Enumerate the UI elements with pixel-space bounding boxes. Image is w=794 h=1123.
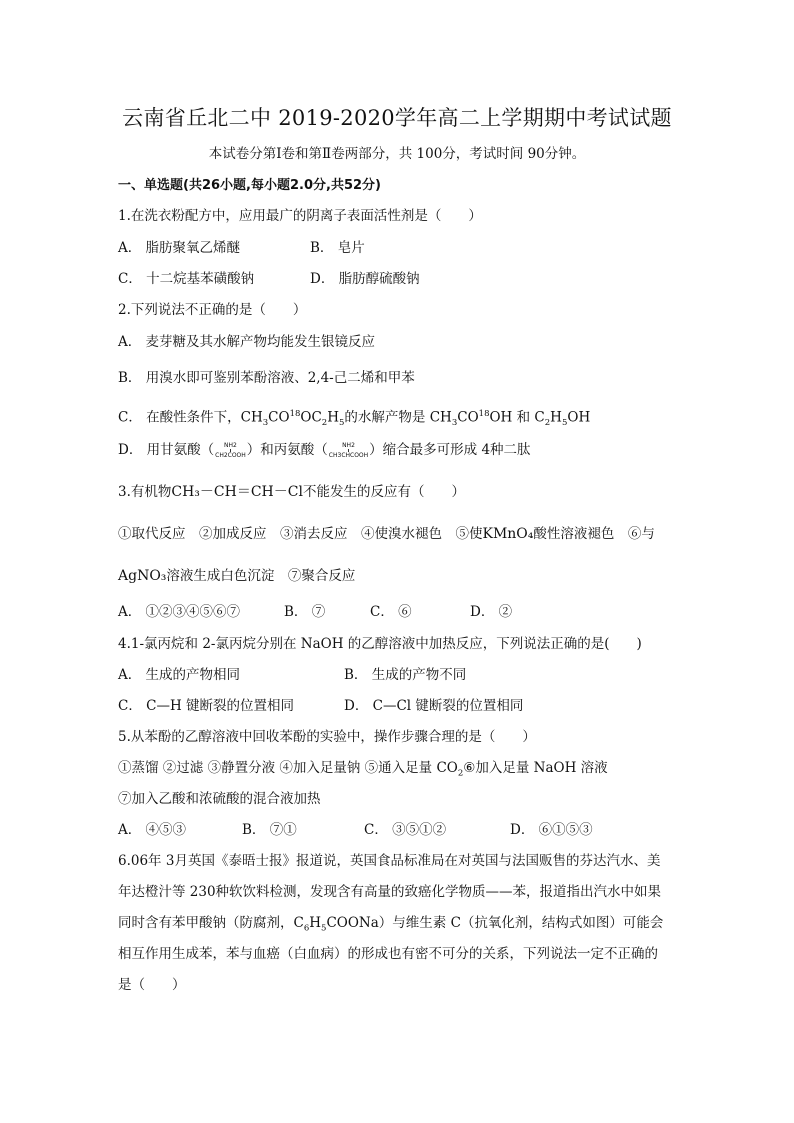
question-3-reaction-list: ①取代反应 ②加成反应 ③消去反应 ④使溴水褪色 ⑤使KMnO₄酸性溶液褪色 ⑥与 xyxy=(118,526,655,542)
option-d: D． 脂肪醇硫酸钠 xyxy=(310,271,420,287)
question-6-line: 同时含有苯甲酸钠（防腐剂，$C_6H_5COONa$）与维生素 C（抗氧化剂，结构式如图）可能会 xyxy=(118,915,664,934)
option-b: B． 用溴水即可鉴别苯酚溶液、2,4-己二烯和甲苯 xyxy=(118,370,415,386)
question-6-line: 是（ ） xyxy=(118,977,186,993)
option-d: D． C—Cl 键断裂的位置相同 xyxy=(344,698,524,714)
question-4-options-row1 xyxy=(118,665,466,685)
question-3-options xyxy=(118,602,512,622)
section-heading: 一、单选题(共26小题,每小题2.0分,共52分) xyxy=(118,178,381,193)
option-a: A． 麦芽糖及其水解产物均能发生银镜反应 xyxy=(118,334,376,350)
question-5-stem: 5.从苯酚的乙醇溶液中回收苯酚的实验中，操作步骤合理的是（ ） xyxy=(118,729,536,745)
option-d: D． 用甘氨酸（ NH2 CH2COOH）和丙氨酸（ NH2 CH3CHCOOH）缩合最多可形成 4种二肽 xyxy=(118,442,531,459)
option-b: B． 生成的产物不同 xyxy=(344,667,467,683)
question-3-stem: 3.有机物CH₃－CH＝CH－Cl不能发生的反应有（ ） xyxy=(118,484,465,500)
option-c: C． 十二烷基苯磺酸钠 xyxy=(118,271,255,287)
option-b: B． ⑦① xyxy=(242,822,297,838)
option-b: B． ⑦ xyxy=(284,604,326,620)
question-1-stem: 1.在洗衣粉配方中，应用最广的阴离子表面活性剂是（ ） xyxy=(118,208,482,224)
question-2-stem: 2.下列说法不正确的是（ ） xyxy=(118,302,307,318)
question-5-steps: ①蒸馏 ②过滤 ③静置分液 ④加入足量钠 ⑤通入足量 $CO_2⑥$加入足量 NaOH 溶液 xyxy=(118,760,608,779)
option-b: B． 皂片 xyxy=(310,240,365,256)
option-d: D． ⑥①⑤③ xyxy=(510,822,593,838)
question-5-options xyxy=(118,820,593,840)
question-6-line: 6.06年 3月英国《泰晤士报》报道说，英国食品标准局在对英国与法国贩售的芬达汽水、美 xyxy=(118,853,661,869)
question-3-reaction-list-cont: AgNO₃溶液生成白色沉淀 ⑦聚合反应 xyxy=(118,568,356,584)
question-4-options-row2 xyxy=(118,696,523,716)
option-a: A． ④⑤③ xyxy=(118,822,187,838)
question-4-stem: 4.1-氯丙烷和 2-氯丙烷分别在 NaOH 的乙醇溶液中加热反应，下列说法正确的是( ) xyxy=(118,636,642,652)
option-c: C． 在酸性条件下，$CH_3CO^{18}OC_2H_5$的水解产物是 $CH_3CO^{18}OH$ 和 $C_2H_5OH$ xyxy=(118,409,591,429)
option-d: D． ② xyxy=(470,604,513,620)
page-title: 云南省丘北二中 2019-2020学年高二上学期期中考试试题 xyxy=(122,106,672,130)
glycine-structure: NH2 CH2COOH xyxy=(215,442,246,459)
option-a: A． 生成的产物相同 xyxy=(118,667,241,683)
question-1-options-row2 xyxy=(118,269,420,289)
question-6-line: 年达橙汁等 230种软饮料检测，发现含有高量的致癌化学物质——苯，报道指出汽水中如果 xyxy=(118,884,662,900)
question-5-steps-cont: ⑦加入乙酸和浓硫酸的混合液加热 xyxy=(118,791,321,807)
option-a: A． ①②③④⑤⑥⑦ xyxy=(118,604,241,620)
exam-intro: 本试卷分第Ⅰ卷和第Ⅱ卷两部分，共 100分，考试时间 90分钟。 xyxy=(208,146,586,162)
question-1-options-row1 xyxy=(118,238,365,258)
molecule-formula: CH₃－CH＝CH－Cl xyxy=(171,484,303,500)
option-a: A． 脂肪聚氧乙烯醚 xyxy=(118,240,241,256)
option-c: C． C—H 键断裂的位置相同 xyxy=(118,698,295,714)
option-c: C． ③⑤①② xyxy=(364,822,447,838)
alanine-structure: NH2 CH3CHCOOH xyxy=(328,442,369,459)
question-6-line: 相互作用生成苯，苯与血癌（白血病）的形成也有密不可分的关系，下列说法一定不正确的 xyxy=(118,946,658,962)
option-c: C． ⑥ xyxy=(370,604,412,620)
